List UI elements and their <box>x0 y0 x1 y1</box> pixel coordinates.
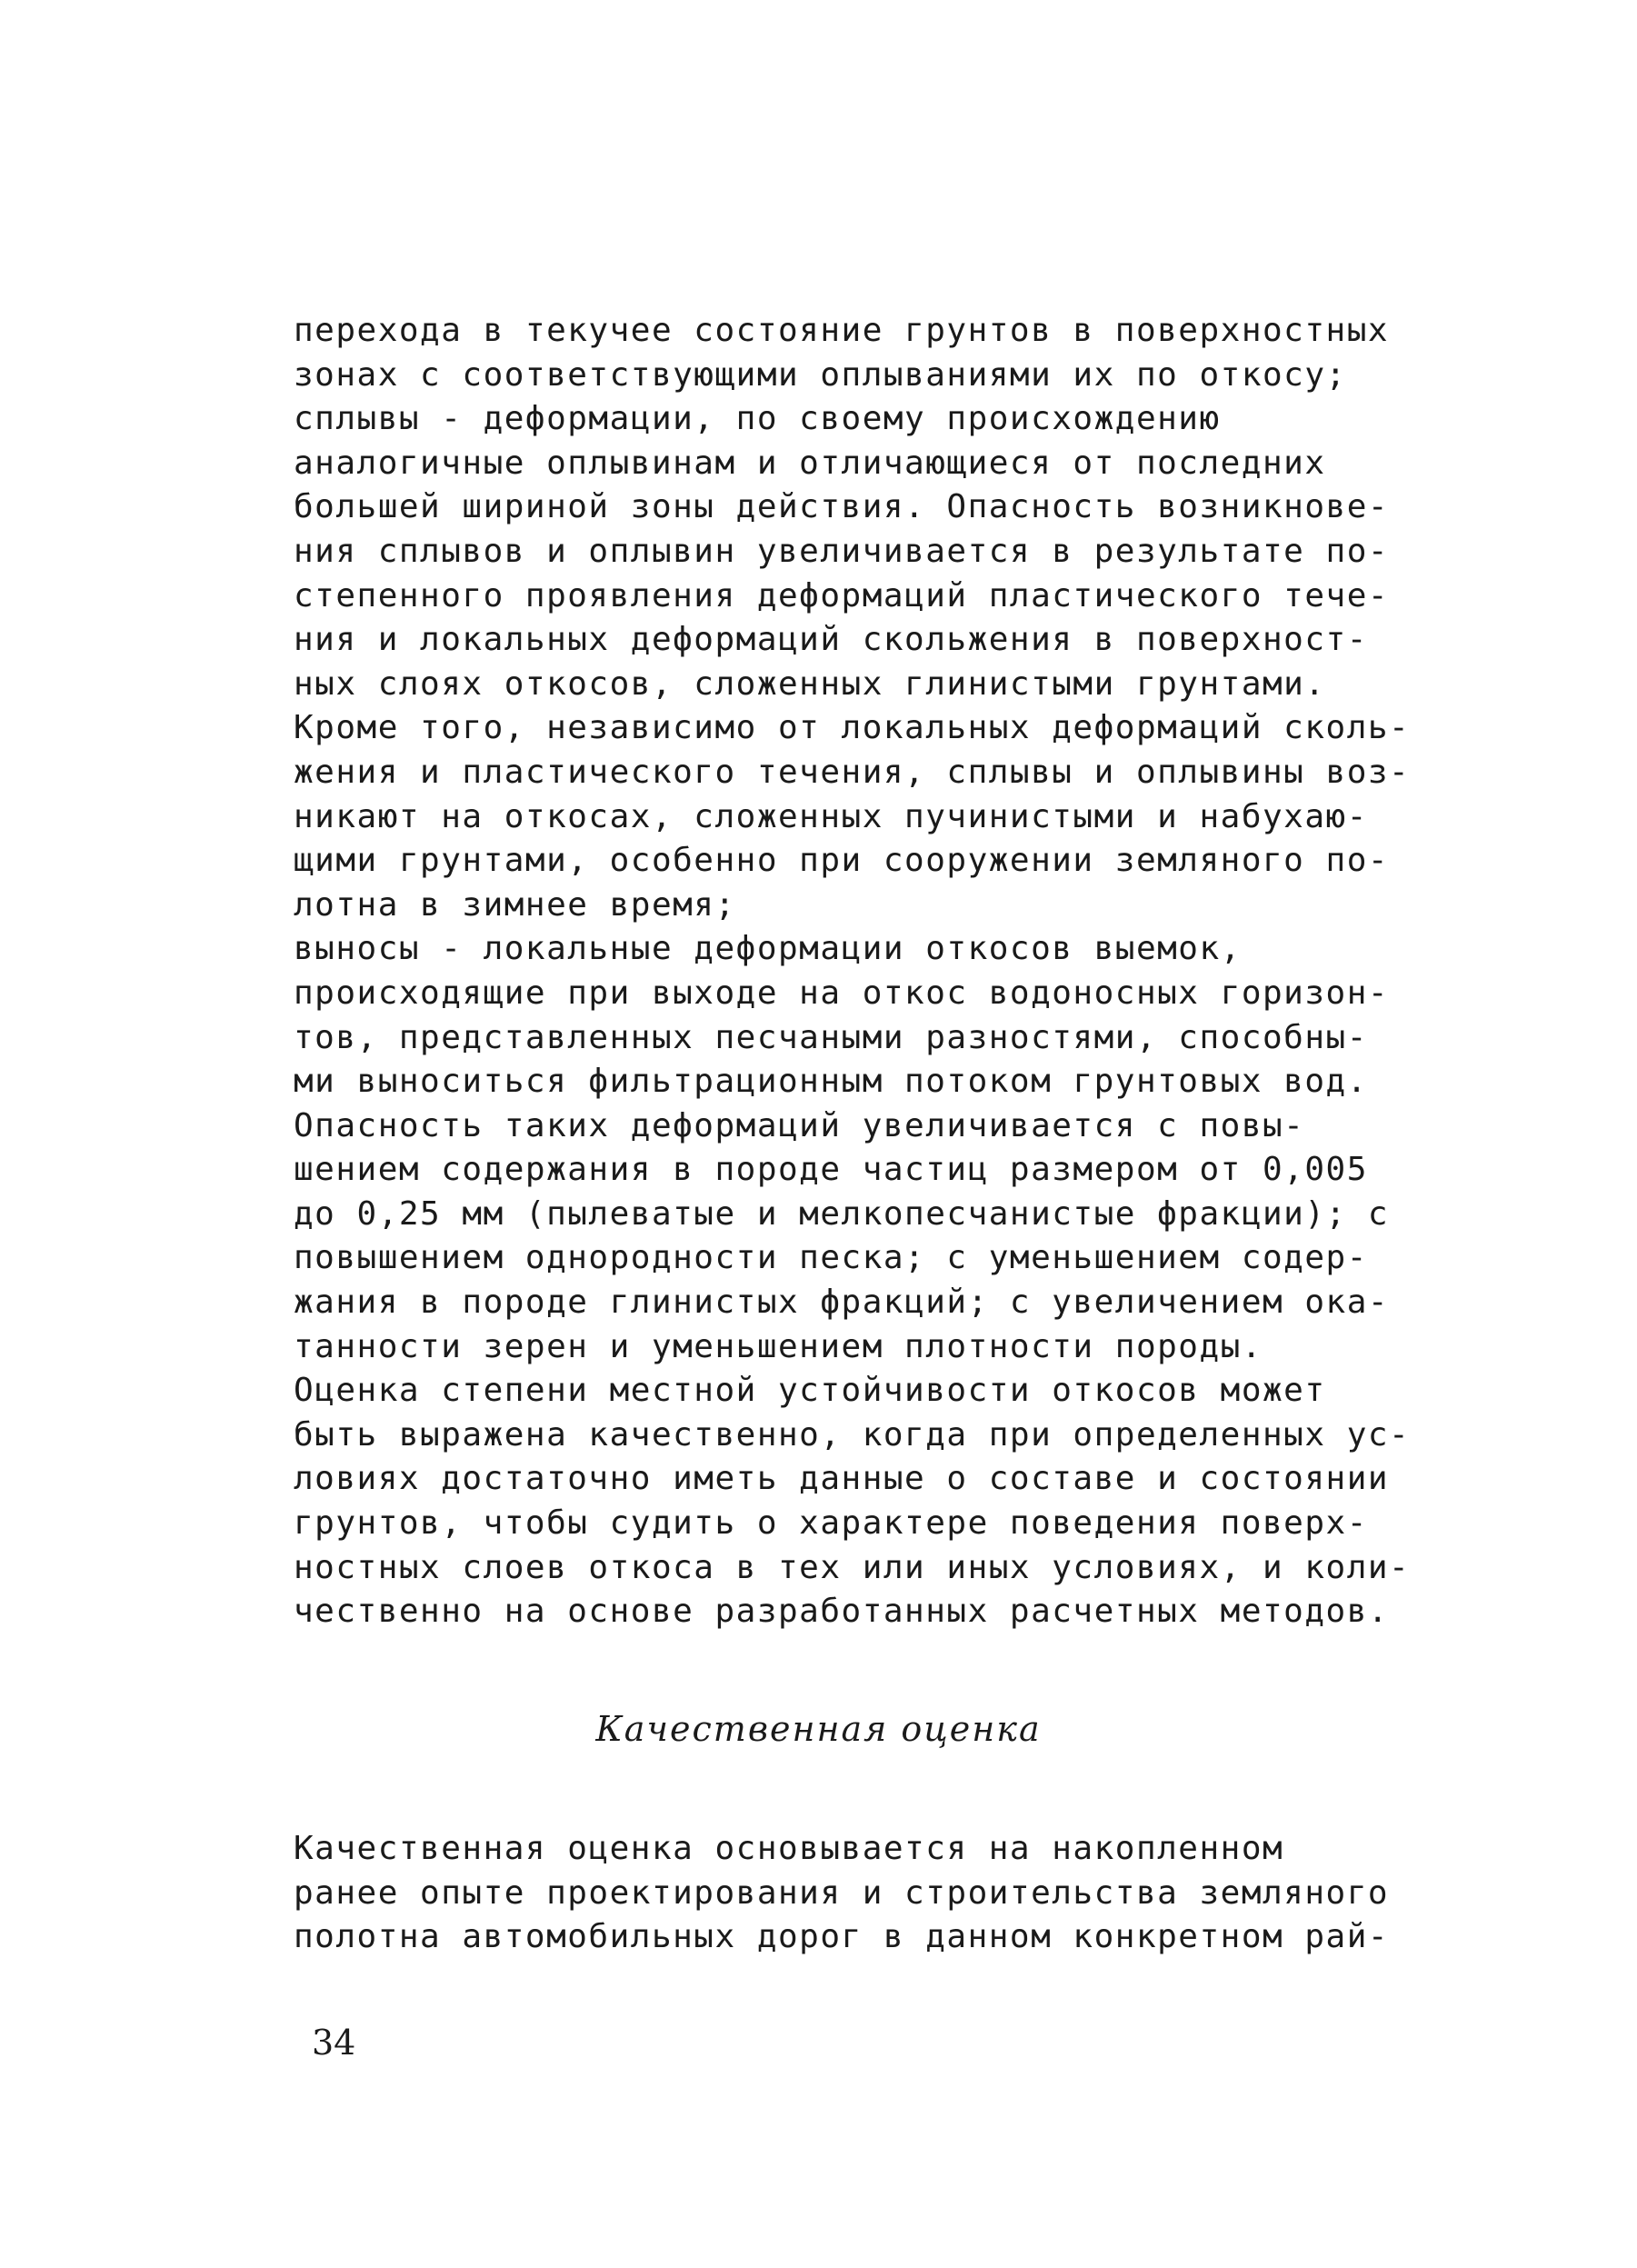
text-line: ния сплывов и оплывин увеличивается в результате по- <box>294 532 1390 570</box>
text-line: быть выражена качественно, когда при определенных ус- <box>294 1415 1411 1454</box>
text-line: тов, представленных песчаными разностями, способны- <box>294 1018 1368 1056</box>
text-line: сплывы - деформации, по своему происхождению <box>294 400 1221 438</box>
text-line: ных слоях откосов, сложенных глинистыми грунтами. <box>294 664 1326 703</box>
text-line: происходящие при выходе на откос водоносных горизон- <box>294 974 1390 1012</box>
text-line: ловиях достаточно иметь данные о составе и состоянии <box>294 1460 1390 1498</box>
text-line: ностных слоев откоса в тех или иных условиях, и коли- <box>294 1548 1411 1586</box>
body-text-2 <box>294 1827 1462 1960</box>
text-line: ми выноситься фильтрационным потоком грунтовых вод. <box>294 1063 1368 1101</box>
text-line: щими грунтами, особенно при сооружении земляного по- <box>294 842 1390 880</box>
text-line: Опасность таких деформаций увеличивается с повы- <box>294 1106 1305 1144</box>
text-line: шением содержания в породе частиц размером от 0,005 <box>294 1151 1368 1189</box>
section-heading: Качественная оценка <box>595 1709 1042 1749</box>
text-line: перехода в текучее состояние грунтов в поверхностных <box>294 312 1390 349</box>
text-line: Оценка степени местной устойчивости откосов может <box>294 1372 1326 1410</box>
text-line: зонах с соответствующими оплываниями их по откосу; <box>294 355 1347 394</box>
text-line: Качественная оценка основывается на накопленном <box>294 1830 1284 1867</box>
text-line: никают на откосах, сложенных пучинистыми и набухаю- <box>294 797 1368 835</box>
text-line: жения и пластического течения, сплывы и оплывины воз- <box>294 753 1411 791</box>
text-line: до 0,25 мм (пылеватые и мелкопесчанистые фракции); с <box>294 1194 1390 1233</box>
text-line: повышением однородности песка; с уменьшением содер- <box>294 1239 1368 1277</box>
text-line: большей шириной зоны действия. Опасность возникнове- <box>294 488 1390 526</box>
text-line: степенного проявления деформаций пластического тече- <box>294 576 1390 614</box>
text-line: грунтов, чтобы судить о характере поведения поверх- <box>294 1504 1368 1543</box>
text-line: танности зерен и уменьшением плотности породы. <box>294 1327 1263 1365</box>
text-line: выносы - локальные деформации откосов выемок, <box>294 930 1242 968</box>
body-text <box>294 309 1462 1634</box>
text-line: чественно на основе разработанных расчетных методов. <box>294 1593 1390 1631</box>
text-line: Кроме того, независимо от локальных деформаций сколь- <box>294 709 1411 747</box>
text-line: жания в породе глинистых фракций; с увеличением ока- <box>294 1284 1390 1322</box>
text-line: ранее опыте проектирования и строительства земляного <box>294 1873 1390 1912</box>
text-line: полотна автомобильных дорог в данном конкретном рай- <box>294 1918 1390 1956</box>
text-line: ния и локальных деформаций скольжения в поверхност- <box>294 621 1368 659</box>
text-line: аналогичные оплывинам и отличающиеся от последних <box>294 444 1326 482</box>
text-line: лотна в зимнее время; <box>294 885 736 924</box>
page-number: 34 <box>312 2023 356 2063</box>
